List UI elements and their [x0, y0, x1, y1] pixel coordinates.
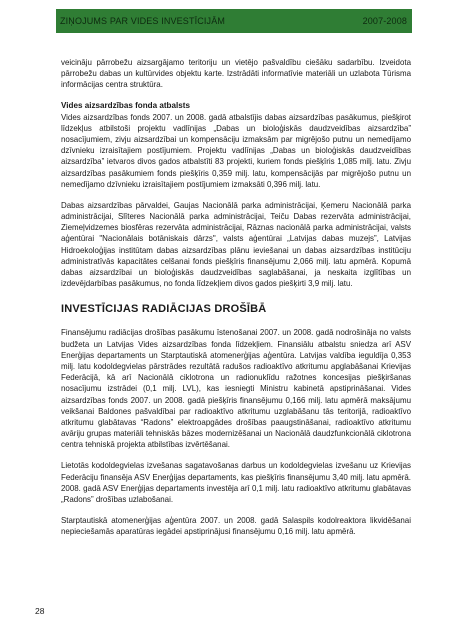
radiation-funding-paragraph: Finansējumu radiācijas drošības pasākumu īstenošanai 2007. un 2008. gadā nodrošināja no valsts budžeta un Latvijas Vides aizsardzības fonda līdzekļiem. Finansiālu atbalstu sniedza arī ASV Enerģijas departaments un Starptautiskā atomenerģijas aģentūra. Latvijas valdība ieguldīja 0,353 milj. latu kodoldegvielas pārstrādes rezultātā radušos radioaktīvo atkritumu apglabāšanai Krievijas Federācijā, kā arī Nacionālā ciklotrona un radionuklīdu ražotnes koncesijas piešķiršanas nosacījumu izstrādei (0,1 milj. LVL), kas iesniegti Ministru kabinetā apstiprināšanai. Vides aizsardzības fonds 2007. un 2008. gadā piešķīris finansējumu 0,166 milj. latu apmērā maksājumu veikšanai Baldones pašvaldībai par radioaktīvo atkritumu uzglabāšanu tās teritorijā, radioaktīvo atkritumu glabātavas “Radons” elektroapgādes drošības paaugstināšanai, radioaktīvo atkritumu avāriju grupas materiāli tehniskās bāzes modernizēšanai un Nacionālā daudzfunkcionālā ciklotrona centra tehniskā projekta atbilstības izvērtēšanai. — [61, 328, 411, 450]
radiation-safety-heading: INVESTĪCIJAS RADIĀCIJAS DROŠĪBĀ — [61, 303, 267, 316]
nuclear-fuel-paragraph: Lietotās kodoldegvielas izvešanas sagatavošanas darbus un kodoldegvielas izvešanu uz Krievijas Federāciju finansēja ASV Enerģijas departaments, kas piešķīris finansējumu 3,40 milj. latu apmērā. 2008. gadā ASV Enerģijas departaments investēja arī 0,1 milj. latu radioaktīvo atkritumu glabātavas „Radons” drošības uzlabošanai. — [61, 461, 411, 505]
fund-support-heading: Vides aizsardzības fonda atbalsts — [61, 101, 190, 111]
iaea-paragraph: Starptautiskā atomenerģijas aģentūra 2007. un 2008. gadā Salaspils kodolreaktora likvidēšanai nepieciešamās aparatūras iegādei apstiprinājusi finansējumu 0,16 milj. latu apmērā. — [61, 516, 411, 537]
report-title: ZIŅOJUMS PAR VIDES INVESTĪCIJĀM — [60, 16, 226, 26]
report-years: 2007-2008 — [362, 16, 407, 26]
administrations-paragraph: Dabas aizsardzības pārvaldei, Gaujas Nacionālā parka administrācijai, Ķemeru Nacionālā parka administrācijai, Slīteres Nacionālā parka administrācijai, Teiču Dabas rezervāta administrācijai, Ziemeļvidzemes biosfēras rezervāta administrācijai, Rāznas nacionālā parka administrācijai, valsts aģentūrai "Nacionālais botāniskais dārzs", valsts aģentūrai „Latvijas dabas muzejs”, Latvijas Hidroekoloģijas institūtam dabas aizsardzības plānu ieviešanai un dabas aizsardzības institūciju administratīvās kapacitātes celšanai fonds piešķīris finansējumu 2,066 milj. latu apmērā. Kopumā dabas aizsardzībai un bioloģiskās daudzveidības saglabāšanai, ja neskaita izglītības un izdevējdarbības pasākumus, no fonda līdzekļiem divos gados piešķirti 3,9 milj. latu. — [61, 200, 411, 289]
page-number: 28 — [35, 606, 45, 616]
intro-paragraph: veicināju pārrobežu aizsargājamo teritoriju un vietējo pašvaldību ciešāku sadarbību. Izveidota pārrobežu dabas un kultūrvides objektu karte. Izstrādāti informatīvie materiāli un uzlabota Tūrisma informācijas centra struktūra. — [61, 58, 411, 90]
fund-support-paragraph: Vides aizsardzības fonds 2007. un 2008. gadā atbalstījis dabas aizsardzības pasākumus, piešķirot līdzekļus atbilstoši projektu vadlīnijas „Dabas un bioloģiskās daudzveidības aizsardzība” nosacījumiem, zivju aizsardzībai un kompensāciju izmaksām par migrējošo putnu un nemedījamo dzīvnieku izraisītajiem postījumiem. Projektu vadlīnijas „Dabas un bioloģiskās daudzveidības aizsardzība” ietvaros divos gados atbalstīti 83 projekti, kuriem fonds piešķīris 1,085 milj. latu. Zivju aizsardzības pasākumiem fonds piešķīris 0,359 milj. latu, kompensācijās par migrējošo putnu un nemedījamo dzīvnieku izraisītajiem postījumiem izmaksāti 0,396 milj. latu. — [61, 112, 411, 189]
page-body — [61, 57, 411, 547]
